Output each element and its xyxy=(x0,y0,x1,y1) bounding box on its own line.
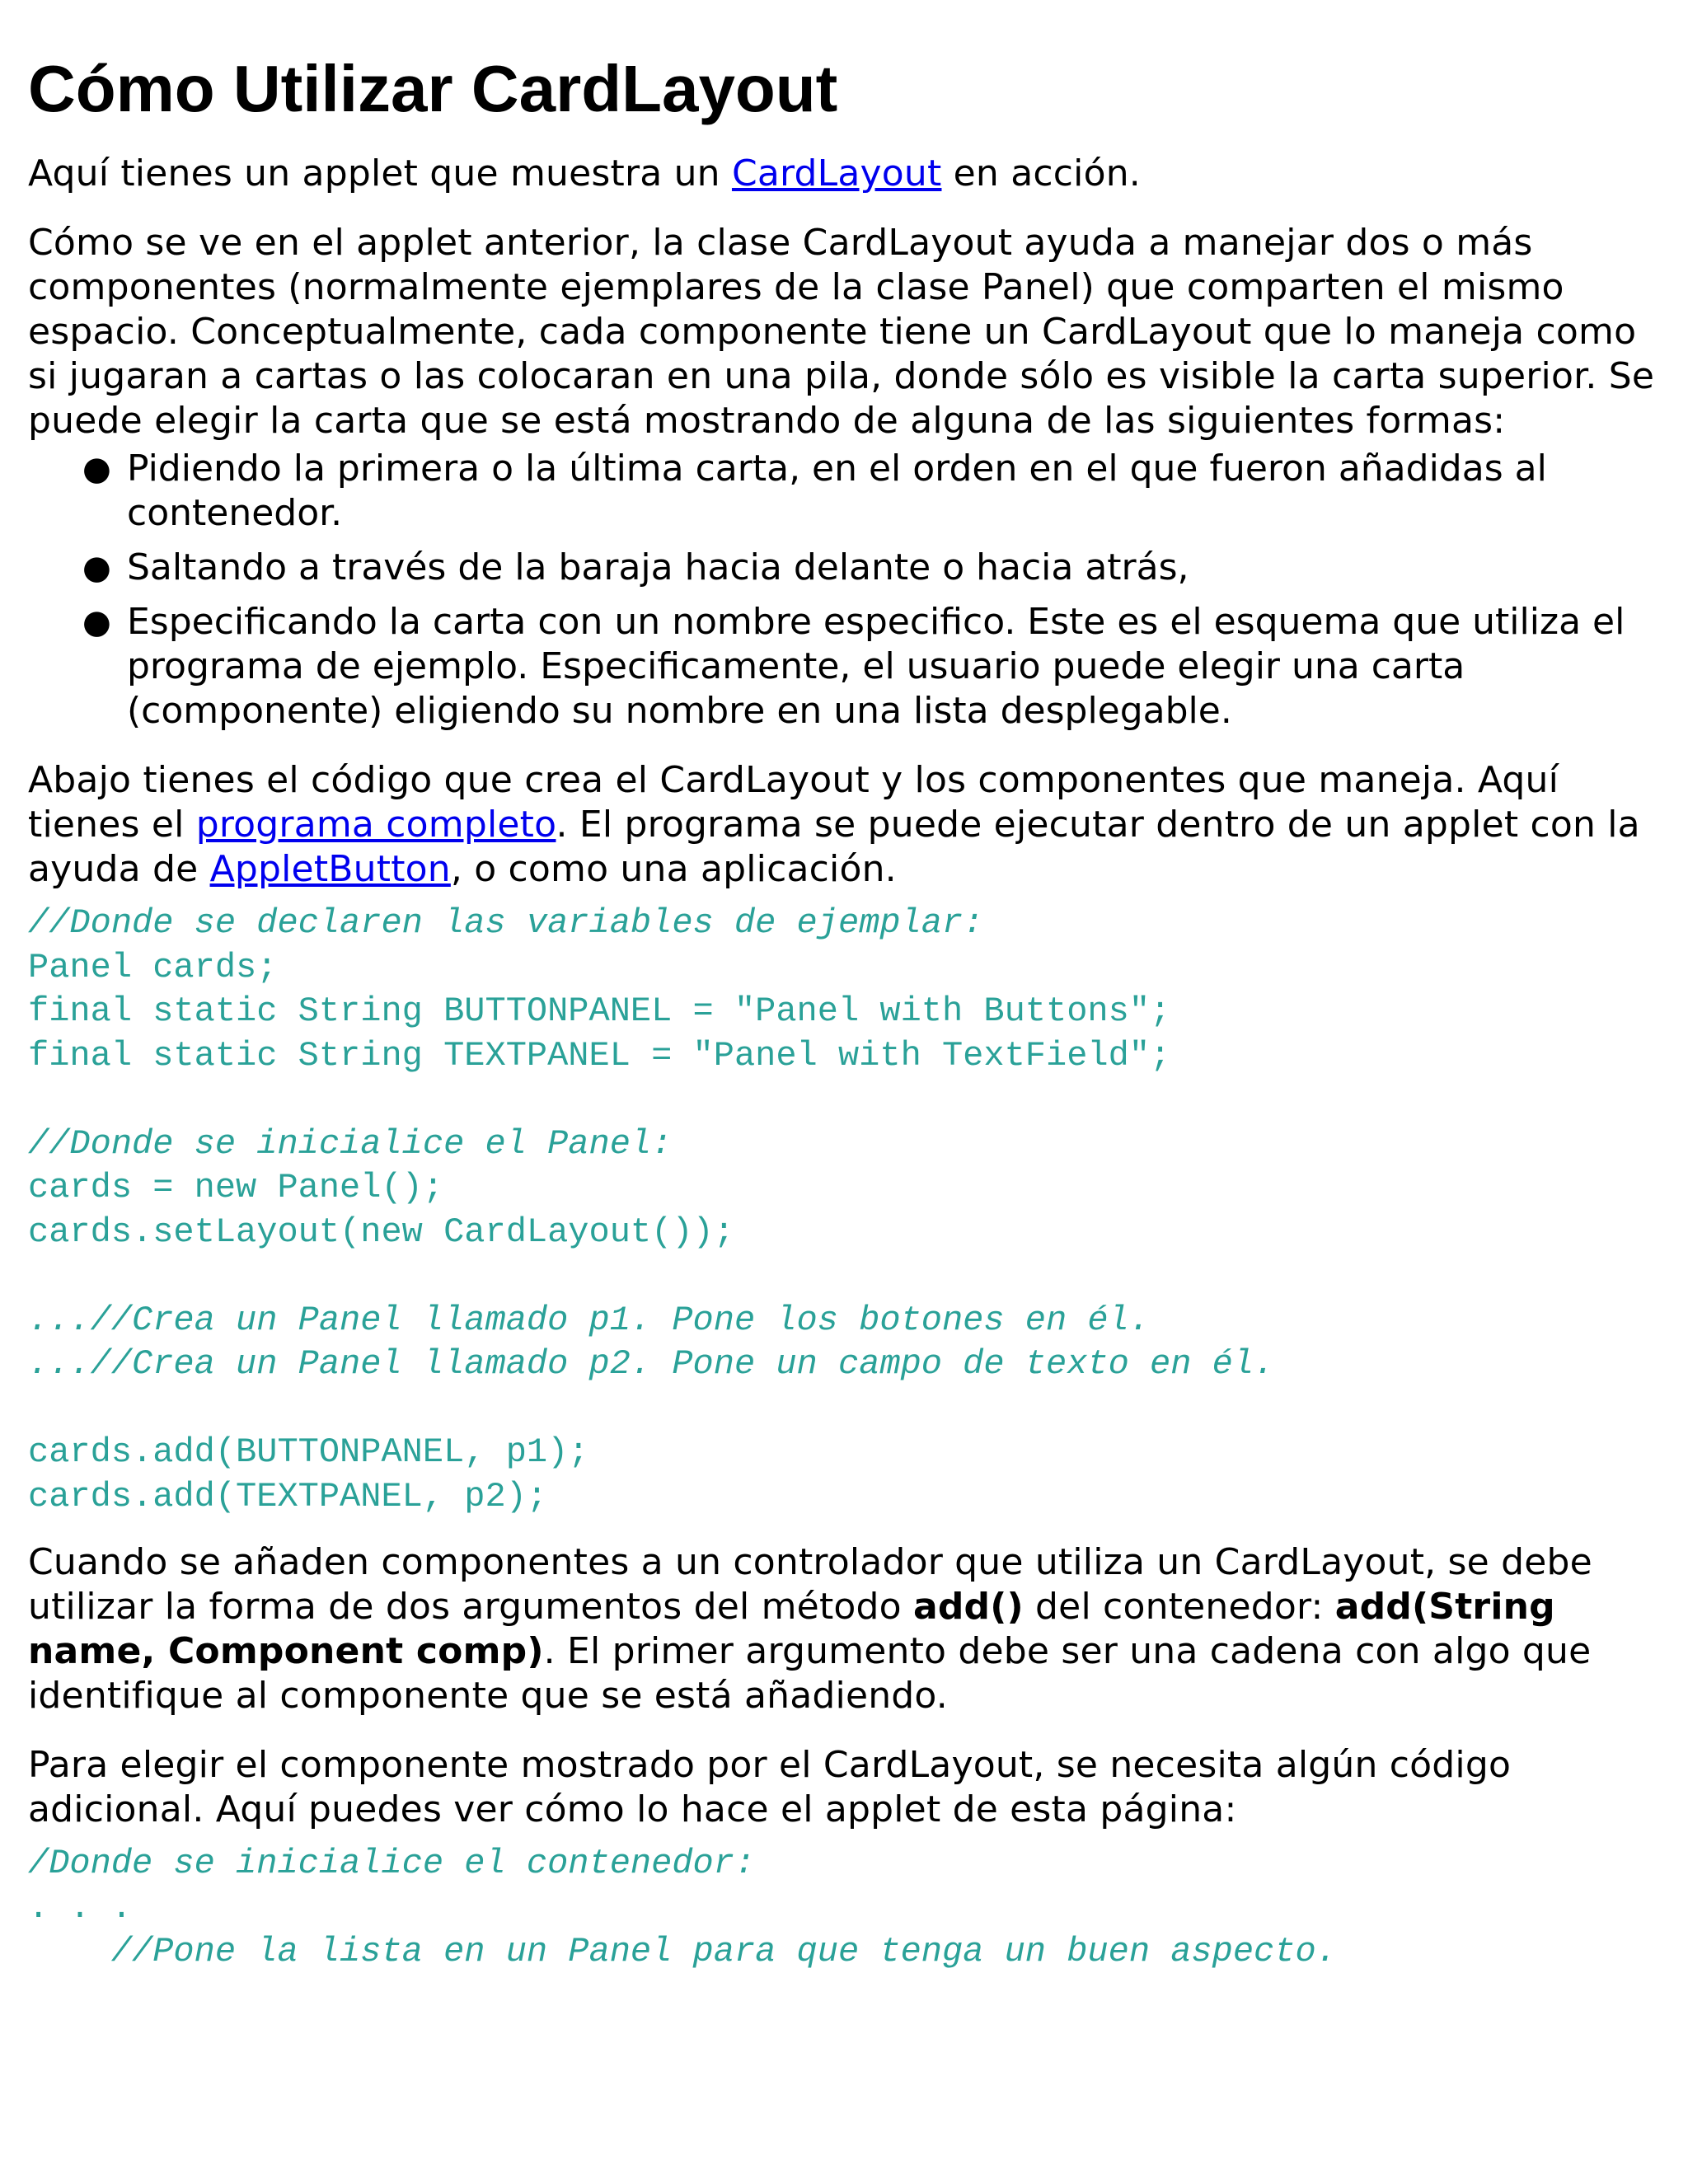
code-line: final static String TEXTPANEL = "Panel with TextField"; xyxy=(28,1035,1171,1076)
code-comment: /Donde se inicialice el contenedor: xyxy=(28,1844,756,1883)
list-item xyxy=(82,600,1660,733)
code-line: cards.add(BUTTONPANEL, p1); xyxy=(28,1432,589,1472)
description-paragraph: Cómo se ve en el applet anterior, la clase CardLayout ayuda a manejar dos o más componentes (normalmente ejemplares de la clase Panel) que comparten el mismo espacio. Conceptualmente, cada componente tiene un CardLayout que lo maneja como si jugaran a cartas o las colocaran en una pila, donde sólo es visible la carta superior. Se puede elegir la carta que se está mostrando de alguna de las siguientes formas: xyxy=(28,222,1655,442)
list-item-text: Saltando a través de la baraja hacia delante o hacia atrás, xyxy=(127,546,1189,588)
bullet-icon: ● xyxy=(82,450,111,488)
list-item-text: Pidiendo la primera o la última carta, en el orden en el que fueron añadidas al contenedor. xyxy=(127,448,1547,534)
intro-paragraph xyxy=(28,152,1660,196)
code-intro-text-3: , o como una aplicación. xyxy=(450,848,897,890)
choose-component-paragraph: Para elegir el componente mostrado por el CardLayout, se necesita algún código adicional. Aquí puedes ver cómo lo hace el applet de esta página: xyxy=(28,1744,1512,1830)
cardlayout-link[interactable]: CardLayout xyxy=(731,152,942,194)
page-title: Cómo Utilizar CardLayout xyxy=(28,52,838,125)
list-item-text: Especificando la carta con un nombre especifico. Este es el esquema que utiliza el programa de ejemplo. Especificamente, el usuario puede elegir una carta (componente) eligiendo su nombre en una lista desplegable. xyxy=(127,601,1625,732)
bullet-icon: ● xyxy=(82,603,111,641)
list-item xyxy=(82,546,1660,590)
add-method-text-2: del contenedor: xyxy=(1023,1586,1335,1628)
code-comment: ...//Crea un Panel llamado p2. Pone un campo de texto en él. xyxy=(28,1344,1275,1384)
add-method-name: add() xyxy=(912,1586,1024,1628)
applet-button-link[interactable]: AppletButton xyxy=(209,848,451,890)
add-method-signature: add(String name, Component comp) xyxy=(28,1586,1555,1672)
selection-methods-list xyxy=(28,447,1660,733)
code-comment: //Donde se declaren las variables de ejemplar: xyxy=(28,903,984,943)
code-intro-paragraph xyxy=(28,758,1660,892)
code-line: cards = new Panel(); xyxy=(28,1168,444,1207)
code-line: final static String BUTTONPANEL = "Panel with Buttons"; xyxy=(28,991,1171,1031)
code-intro-text-1: Abajo tienes el código que crea el CardLayout y los componentes que maneja. Aquí tienes el xyxy=(28,759,1559,846)
document-page xyxy=(28,48,1660,1996)
code-intro-text-2: . El programa se puede ejecutar dentro de un applet con la ayuda de xyxy=(28,804,1640,890)
full-program-link[interactable]: programa completo xyxy=(195,804,556,846)
add-method-text-1: Cuando se añaden componentes a un controlador que utiliza un CardLayout, se debe utilizar la forma de dos argumentos del método xyxy=(28,1541,1592,1628)
intro-text-before: Aquí tienes un applet que muestra un xyxy=(28,152,732,194)
code-line: cards.setLayout(new CardLayout()); xyxy=(28,1212,734,1252)
code-line: . . . xyxy=(28,1887,133,1928)
code-block-choice-setup xyxy=(28,1842,1660,1975)
code-line: Panel cards; xyxy=(28,947,278,987)
list-item xyxy=(82,447,1660,536)
code-line: cards.add(TEXTPANEL, p2); xyxy=(28,1476,548,1516)
add-method-text-3: . El primer argumento debe ser una cadena con algo que identifique al componente que se está añadiendo. xyxy=(28,1630,1592,1717)
add-method-paragraph xyxy=(28,1540,1660,1718)
code-comment: ...//Crea un Panel llamado p1. Pone los botones en él. xyxy=(28,1300,1151,1340)
code-comment: //Donde se inicialice el Panel: xyxy=(28,1123,673,1164)
bullet-icon: ● xyxy=(82,549,111,587)
code-comment: //Pone la lista en un Panel para que tenga un buen aspecto. xyxy=(28,1932,1337,1971)
code-block-cardlayout-setup xyxy=(28,902,1660,1519)
intro-text-after: en acción. xyxy=(941,152,1141,194)
